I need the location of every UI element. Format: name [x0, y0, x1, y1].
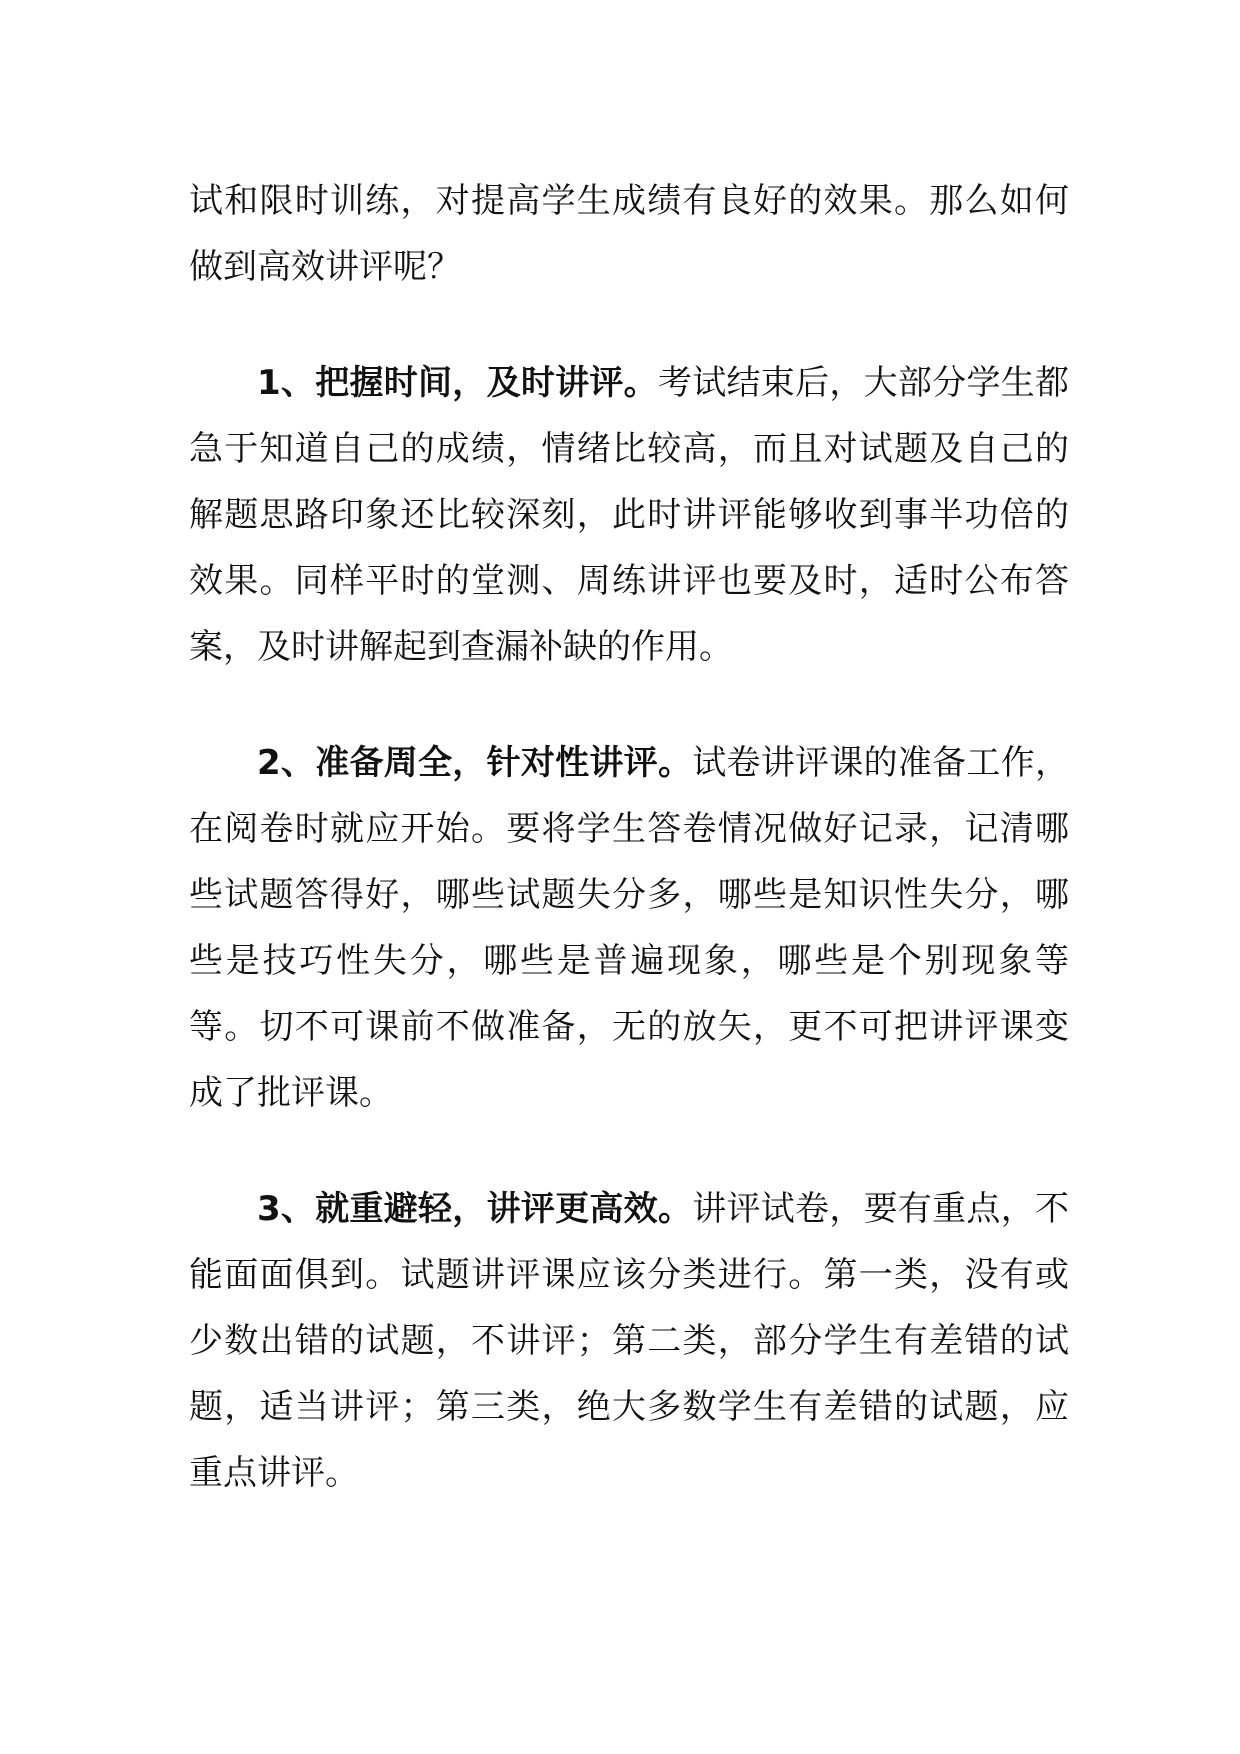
- section-2-heading: 2、准备周全，针对性讲评。: [257, 743, 693, 783]
- section-2-body: 试卷讲评课的准备工作，在阅卷时就应开始。要将学生答卷情况做好记录，记清哪些试题答得好，哪些试题失分多，哪些是知识性失分，哪些是技巧性失分，哪些是普遍现象，哪些是个别现象等等。切不可课前不做准备，无的放矢，更不可把讲评课变成了批评课。: [189, 743, 1069, 1113]
- section-3-heading: 3、就重避轻，讲评更高效。: [257, 1189, 693, 1229]
- intro-paragraph: 试和限时训练，对提高学生成绩有良好的效果。那么如何做到高效讲评呢？: [189, 181, 1069, 287]
- section-1-body: 考试结束后，大部分学生都急于知道自己的成绩，情绪比较高，而且对试题及自己的解题思路印象还比较深刻，此时讲评能够收到事半功倍的效果。同样平时的堂测、周练讲评也要及时，适时公布答案，及时讲解起到查漏补缺的作用。: [189, 363, 1069, 667]
- section-2-paragraph: [189, 730, 1069, 1126]
- document-page: [189, 168, 1069, 1506]
- section-1-paragraph: [189, 350, 1069, 680]
- section-3-paragraph: [189, 1176, 1069, 1506]
- section-3-body: 讲评试卷，要有重点，不能面面俱到。试题讲评课应该分类进行。第一类，没有或少数出错的试题，不讲评；第二类，部分学生有差错的试题，适当讲评；第三类，绝大多数学生有差错的试题，应重点讲评。: [189, 1189, 1069, 1493]
- section-1-heading: 1、把握时间，及时讲评。: [257, 363, 658, 403]
